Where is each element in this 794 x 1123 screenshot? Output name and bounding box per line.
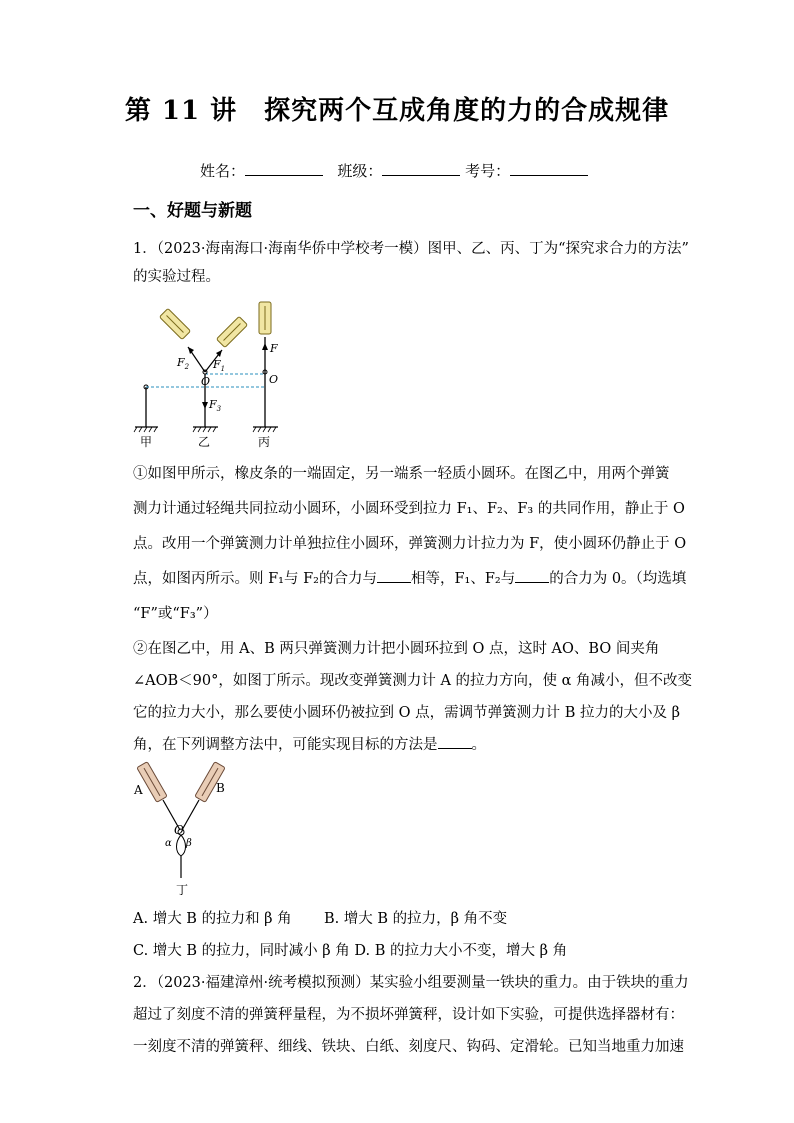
q1-p2: 测力计通过轻绳共同拉动小圆环，小圆环受到拉力 F₁、F₂、F₃ 的共同作用，静止于 O (133, 501, 685, 517)
answer-blank-1[interactable] (377, 570, 411, 583)
label-o-bing: O (269, 373, 279, 386)
label-o-yi: O (201, 375, 211, 388)
q1-options-ab (133, 904, 663, 935)
label-f2: $F_2$ (177, 356, 190, 371)
q1-p4b: 相等，F₁、F₂与 (410, 571, 516, 587)
label-bing: 丙 (258, 435, 271, 449)
q1-2-line4 (133, 730, 663, 761)
q1-2-line4b: 。 (471, 737, 486, 753)
label-b: B (216, 781, 225, 795)
label-jia: 甲 (140, 435, 153, 449)
q1-options-cd[interactable]: C. 增大 B 的拉力，同时减小 β 角 D. B 的拉力大小不变，增大 β 角 (133, 943, 568, 959)
exam-label: 考号： (465, 162, 511, 180)
exam-number-field[interactable] (510, 161, 588, 176)
q1-p4c: 的合力为 0。（均选填 (549, 571, 687, 587)
section-heading: 一、好题与新题 (133, 201, 252, 221)
class-field[interactable] (382, 161, 460, 176)
q1-2-line2: ∠AOB＜90°，如图丁所示。现改变弹簧测力计 A 的拉力方向，使 α 角减小，但不改变 (133, 673, 693, 689)
label-f: F (270, 342, 278, 355)
figure-jia-yi-bing (130, 292, 300, 452)
page-title: 第 11 讲 探究两个互成角度的力的合成规律 (124, 96, 670, 126)
class-label: 班级： (337, 162, 383, 180)
q1-2-line4a: 角，在下列调整方法中，可能实现目标的方法是 (133, 737, 438, 753)
option-a[interactable]: A. 增大 B 的拉力和 β 角 (133, 911, 292, 927)
q1-2-line1: ②在图乙中，用 A、B 两只弹簧测力计把小圆环拉到 O 点，这时 AO、BO 间夹角 (133, 641, 660, 657)
q1-line2: 的实验过程。 (133, 269, 220, 285)
spring-scale-right-icon (216, 316, 247, 347)
q1-p5: “F”或“F₃”） (133, 606, 218, 622)
label-f1: $F_1$ (213, 358, 226, 373)
label-yi: 乙 (198, 435, 211, 449)
q1-p3: 点。改用一个弹簧测力计单独拉住小圆环，弹簧测力计拉力为 F，使小圆环仍静止于 O (133, 536, 687, 552)
label-o-ding: O (174, 823, 184, 837)
spring-scale-left-icon (159, 308, 190, 339)
label-ding: 丁 (176, 883, 189, 897)
label-beta: β (186, 838, 192, 849)
label-f3: $F_3$ (209, 398, 222, 413)
q1-p4 (133, 564, 687, 595)
name-label: 姓名： (200, 162, 246, 180)
answer-blank-2[interactable] (515, 570, 549, 583)
q2-line3: 一刻度不清的弹簧秤、细线、铁块、白纸、刻度尺、钩码、定滑轮。已知当地重力加速 (133, 1039, 684, 1055)
option-b[interactable]: B. 增大 B 的拉力，β 角不变 (323, 911, 508, 927)
q1-2-line3: 它的拉力大小，那么要使小圆环仍被拉到 O 点，需调节弹簧测力计 B 拉力的大小及 β (133, 705, 680, 721)
q1-p4a: 点，如图丙所示。则 F₁与 F₂的合力与 (133, 571, 377, 587)
q2-line2: 超过了刻度不清的弹簧秤量程，为不损坏弹簧秤，设计如下实验，可提供选择器材有： (133, 1007, 684, 1023)
student-info-line (200, 160, 588, 181)
q1-line1: 1．（2023·海南海口·海南华侨中学校考一模）图甲、乙、丙、丁为“探究求合力的方法” (133, 241, 689, 257)
q1-p1: ①如图甲所示，橡皮条的一端固定，另一端系一轻质小圆环。在图乙中，用两个弹簧 (133, 466, 670, 482)
label-alpha: α (165, 838, 172, 849)
figure-ding (130, 760, 230, 900)
name-field[interactable] (245, 161, 323, 176)
q2-line1: 2．（2023·福建漳州·统考模拟预测）某实验小组要测量一铁块的重力。由于铁块的重力 (133, 975, 689, 991)
answer-blank-3[interactable] (438, 736, 472, 749)
label-a: A (134, 783, 143, 797)
